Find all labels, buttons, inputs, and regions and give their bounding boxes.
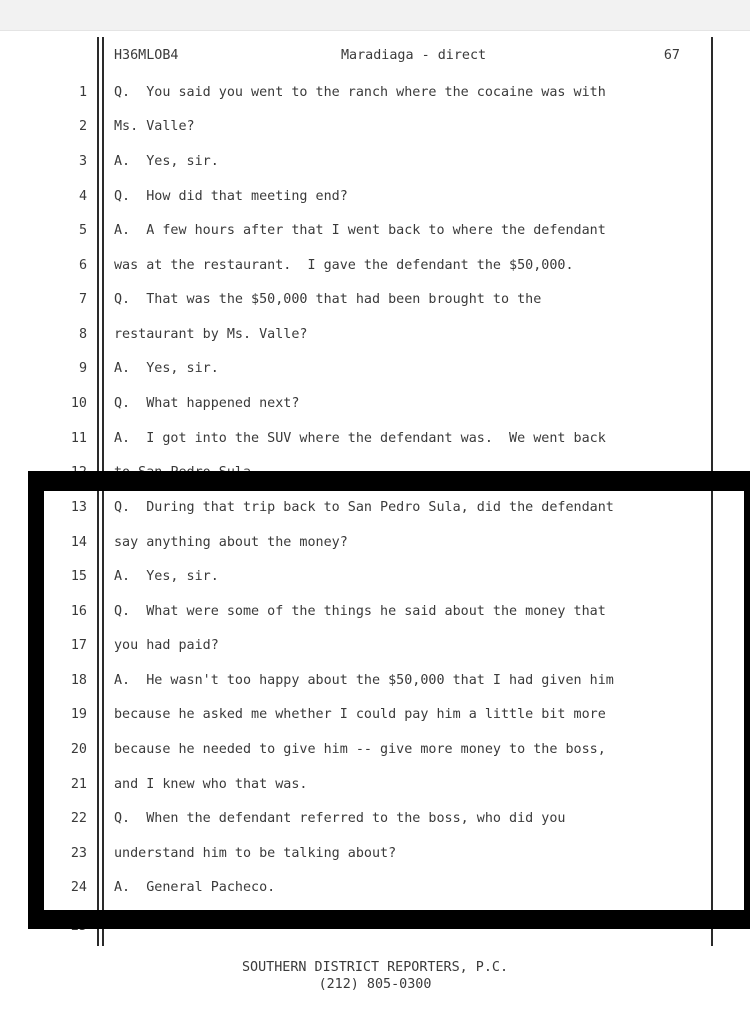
line-text: Q. When the defendant referred to the boss, who did you (114, 811, 566, 826)
line-text: understand him to be talking about? (114, 846, 397, 861)
line-number: 1 (78, 85, 87, 100)
transcript-line (0, 707, 750, 727)
line-text: A. Yes, sir. (114, 361, 219, 376)
line-text: Q. That was the $50,000 that had been brought to the (114, 292, 542, 307)
line-text: say anything about the money? (114, 535, 348, 550)
line-number: 3 (78, 154, 87, 169)
line-number: 19 (70, 707, 87, 722)
line-number: 20 (70, 742, 87, 757)
transcript-line (0, 673, 750, 693)
line-text: A. I got into the SUV where the defendant was. We went back (114, 431, 606, 446)
line-number: 10 (70, 396, 87, 411)
line-number: 5 (78, 223, 87, 238)
line-text: Q. During that trip back to San Pedro Sula, did the defendant (114, 500, 614, 515)
transcript-line (0, 604, 750, 624)
line-number: 11 (70, 431, 87, 446)
transcript-line (0, 569, 750, 589)
line-text: A. He wasn't too happy about the $50,000 that I had given him (114, 673, 614, 688)
line-number: 24 (70, 880, 87, 895)
line-text: because he needed to give him -- give more money to the boss, (114, 742, 606, 757)
line-number: 6 (78, 258, 87, 273)
line-text: A. Yes, sir. (114, 569, 219, 584)
transcript-line (0, 189, 750, 209)
line-text: restaurant by Ms. Valle? (114, 327, 308, 342)
reporter-phone: (212) 805-0300 (318, 977, 432, 992)
transcript-line (0, 742, 750, 762)
transcript-line (0, 811, 750, 831)
transcript-line (0, 292, 750, 312)
line-text: was at the restaurant. I gave the defendant the $50,000. (114, 258, 574, 273)
transcript-line (0, 431, 750, 451)
page-title: Maradiaga - direct (341, 48, 487, 63)
line-text: Q. You said you went to the ranch where the cocaine was with (114, 85, 606, 100)
line-text: and I knew who that was. (114, 777, 308, 792)
transcript-line (0, 846, 750, 866)
reporter-name: SOUTHERN DISTRICT REPORTERS, P.C. (241, 960, 509, 975)
line-number: 22 (70, 811, 87, 826)
transcript-line (0, 119, 750, 139)
transcript-line (0, 154, 750, 174)
line-number: 18 (70, 673, 87, 688)
line-text: you had paid? (114, 638, 219, 653)
line-number: 2 (78, 119, 87, 134)
transcript-line (0, 361, 750, 381)
transcript-line (0, 396, 750, 416)
transcript-line (0, 85, 750, 105)
line-text: Ms. Valle? (114, 119, 195, 134)
line-number: 4 (78, 189, 87, 204)
transcript-line (0, 880, 750, 900)
line-number: 7 (78, 292, 87, 307)
transcript-line (0, 500, 750, 520)
transcript-line (0, 223, 750, 243)
top-band (0, 0, 750, 31)
case-code: H36MLOB4 (114, 48, 179, 63)
line-number: 17 (70, 638, 87, 653)
line-number: 21 (70, 777, 87, 792)
line-text: because he asked me whether I could pay him a little bit more (114, 707, 606, 722)
line-text: A. General Pacheco. (114, 880, 276, 895)
line-number: 8 (78, 327, 87, 342)
line-text: Q. How did that meeting end? (114, 189, 348, 204)
transcript-line (0, 258, 750, 278)
line-number: 16 (70, 604, 87, 619)
line-text: Q. What were some of the things he said about the money that (114, 604, 606, 619)
line-number: 9 (78, 361, 87, 376)
transcript-line (0, 327, 750, 347)
page-header (114, 48, 680, 66)
line-number: 23 (70, 846, 87, 861)
line-number: 15 (70, 569, 87, 584)
line-text: A. Yes, sir. (114, 154, 219, 169)
page-number: 67 (663, 48, 680, 63)
transcript-line (0, 535, 750, 555)
transcript-line (0, 777, 750, 797)
line-text: Q. What happened next? (114, 396, 300, 411)
transcript-line (0, 638, 750, 658)
line-text: A. A few hours after that I went back to where the defendant (114, 223, 606, 238)
line-number: 13 (70, 500, 87, 515)
line-number: 14 (70, 535, 87, 550)
